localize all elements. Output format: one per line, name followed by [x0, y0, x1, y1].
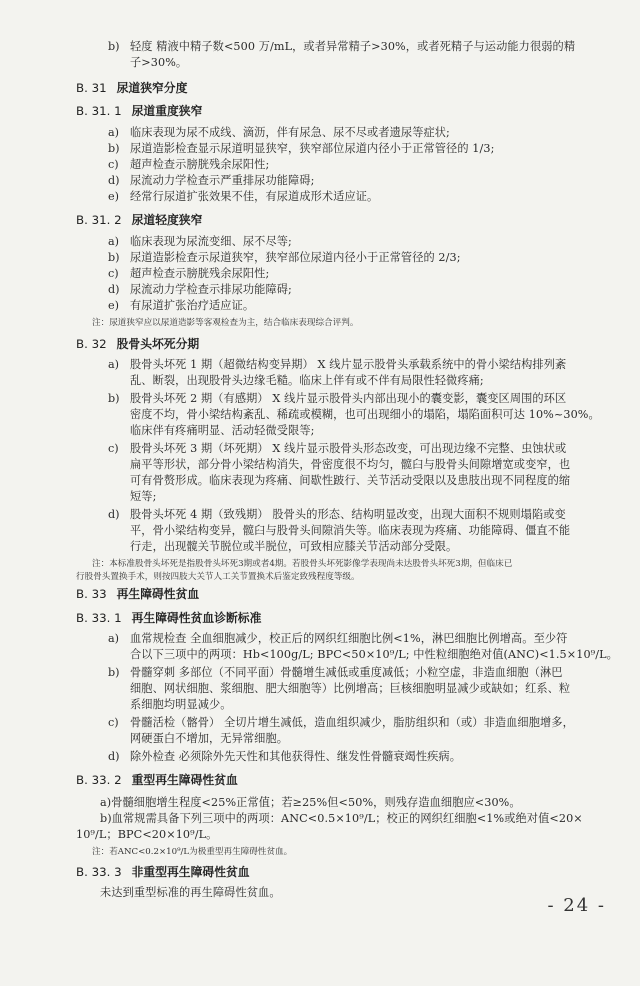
section-title: 尿道重度狭窄	[131, 104, 203, 118]
subsection-heading-b33-2	[76, 772, 238, 788]
section-number: B. 33. 1	[76, 611, 122, 625]
item-mark: d)	[108, 174, 120, 187]
section-heading-b33	[76, 586, 199, 602]
section-number: B. 33. 2	[76, 773, 122, 787]
list-item: 临床表现为尿不成线、滴沥，伴有尿急、尿不尽或者遗尿等症状;	[130, 126, 450, 139]
section-title: 尿道轻度狭窄	[131, 213, 203, 227]
paragraph-line: 股骨头坏死 4 期（致残期） 股骨头的形态、结构明显改变，出现大面积不规则塌陷或变	[130, 508, 566, 521]
item-mark: e)	[108, 299, 119, 312]
item-mark: c)	[108, 158, 119, 171]
paragraph-line: 平，骨小梁结构变异，髋臼与股骨头间隙消失等。临床表现为疼痛、功能障碍、僵直不能	[130, 524, 571, 537]
list-item: 有尿道扩张治疗适应证。	[130, 299, 255, 312]
paragraph-line: 10⁹/L；BPC<20×10⁹/L。	[76, 828, 218, 841]
paragraph-line: 股骨头坏死 3 期（坏死期） X 线片显示股骨头形态改变，可出现边缘不完整、虫蚀状或	[130, 442, 567, 455]
item-mark: c)	[108, 267, 119, 280]
paragraph-line: 未达到重型标准的再生障碍性贫血。	[100, 886, 281, 899]
subsection-heading-b31-1	[76, 103, 202, 119]
paragraph-line: 股骨头坏死 2 期（有感期） X 线片显示股骨头内部出现小的囊变影，囊变区周围的环区	[130, 392, 567, 405]
paragraph-line: 子>30%。	[130, 56, 188, 69]
list-item: 经常行尿道扩张效果不佳，有尿道成形术适应证。	[130, 190, 379, 203]
section-number: B. 31. 1	[76, 104, 122, 118]
section-number: B. 33	[76, 587, 107, 601]
list-item: 超声检查示膀胱残余尿阳性;	[130, 267, 270, 280]
section-number: B. 32	[76, 337, 107, 351]
paragraph-line: 密度不均，骨小梁结构紊乱、稀疏或模糊，也可出现细小的塌陷，塌陷面积可达 10%~30%。	[130, 408, 600, 421]
subsection-heading-b33-1	[76, 610, 261, 626]
section-title: 股骨头坏死分期	[116, 337, 200, 351]
section-heading-b32	[76, 336, 199, 352]
item-mark: b)	[108, 40, 120, 53]
paragraph-line: 可有骨赘形成。临床表现为疼痛、间歇性跛行、关节活动受限以及患肢出现不同程度的缩	[130, 474, 571, 487]
item-mark: d)	[108, 508, 120, 521]
paragraph-line: 合以下三项中的两项：Hb<100g/L; BPC<50×10⁹/L; 中性粒细胞绝对值(ANC)<1.5×10⁹/L。	[130, 648, 618, 661]
paragraph-line: 临床伴有疼痛明显、活动轻微受限等;	[130, 424, 315, 437]
section-number: B. 31. 2	[76, 213, 122, 227]
paragraph-line: 股骨头坏死 1 期（超微结构变异期） X 线片显示股骨头承载系统中的骨小梁结构排列紊	[130, 358, 567, 371]
section-title: 再生障碍性贫血诊断标准	[131, 611, 262, 625]
item-mark: c)	[108, 442, 119, 455]
subsection-heading-b31-2	[76, 212, 202, 228]
paragraph-line: 系细胞均明显减少。	[130, 698, 232, 711]
item-mark: e)	[108, 190, 119, 203]
note: 行股骨头置换手术，则按四肢大关节人工关节置换术后鉴定致残程度等级。	[76, 572, 360, 582]
note: 注：尿道狭窄应以尿道造影等客观检查为主，结合临床表现综合评判。	[92, 318, 359, 328]
paragraph-line: 骨髓活检（髂骨） 全切片增生减低，造血组织减少，脂肪组织和（或）非造血细胞增多，	[130, 716, 574, 729]
subsection-heading-b33-3	[76, 864, 250, 880]
item-mark: d)	[108, 750, 120, 763]
paragraph-line: 除外检查 必须除外先天性和其他获得性、继发性骨髓衰竭性疾病。	[130, 750, 461, 763]
item-mark: b)	[108, 666, 120, 679]
item-mark: a)	[108, 126, 120, 139]
list-item: 超声检查示膀胱残余尿阳性;	[130, 158, 270, 171]
section-number: B. 33. 3	[76, 865, 122, 879]
item-mark: a)	[108, 632, 120, 645]
paragraph-line: 轻度 精液中精子数<500 万/mL，或者异常精子>30%，或者死精子与运动能力很弱的精	[130, 40, 576, 53]
item-mark: a)	[108, 235, 120, 248]
paragraph-line: 血常规检查 全血细胞减少，校正后的网织红细胞比例<1%，淋巴细胞比例增高。至少符	[130, 632, 568, 645]
paragraph-line: 细胞、网状细胞、浆细胞、肥大细胞等）比例增高；巨核细胞明显减少或缺如；红系、粒	[130, 682, 571, 695]
paragraph-line: b)血常规需具备下列三项中的两项：ANC<0.5×10⁹/L；校正的网织红细胞<1%或绝对值<20×	[100, 812, 583, 825]
list-item: 临床表现为尿流变细、尿不尽等;	[130, 235, 292, 248]
section-number: B. 31	[76, 81, 107, 95]
item-mark: d)	[108, 283, 120, 296]
item-mark: c)	[108, 716, 119, 729]
item-mark: b)	[108, 142, 120, 155]
note: 注：本标准股骨头坏死是指股骨头坏死3期或者4期。若股骨头坏死影像学表现尚未达股骨头坏死3期，但临床已	[92, 559, 513, 569]
paragraph-line: 乱、断裂，出现股骨头边缘毛糙。临床上伴有或不伴有局限性轻微疼痛;	[130, 374, 484, 387]
list-item: 尿流动力学检查示排尿功能障碍;	[130, 283, 292, 296]
page-number: - 24 -	[547, 895, 606, 916]
item-mark: b)	[108, 251, 120, 264]
section-heading-b31	[76, 80, 187, 96]
list-item: 尿道造影检查显示尿道明显狭窄，狭窄部位尿道内径小于正常管径的 1/3;	[130, 142, 495, 155]
section-title: 重型再生障碍性贫血	[131, 773, 238, 787]
section-title: 再生障碍性贫血	[116, 587, 200, 601]
paragraph-line: 网硬蛋白不增加，无异常细胞。	[130, 732, 289, 745]
paragraph-line: 短等;	[130, 490, 157, 503]
section-title: 尿道狭窄分度	[116, 81, 188, 95]
paragraph-line: 骨髓穿刺 多部位（不同平面）骨髓增生减低或重度减低；小粒空虚，非造血细胞（淋巴	[130, 666, 563, 679]
item-mark: b)	[108, 392, 120, 405]
paragraph-line: 行走，出现髋关节脱位或半脱位，可致相应膝关节活动部分受限。	[130, 540, 458, 553]
paragraph-line: 扁平等形状，部分骨小梁结构消失，骨密度很不均匀，髋臼与股骨头间隙增宽或变窄，也	[130, 458, 571, 471]
list-item: 尿道造影检查示尿道狭窄，狭窄部位尿道内径小于正常管径的 2/3;	[130, 251, 461, 264]
paragraph-line: a)骨髓细胞增生程度<25%正常值；若≥25%但<50%，则残存造血细胞应<30%。	[100, 796, 521, 809]
list-item: 尿流动力学检查示严重排尿功能障碍;	[130, 174, 315, 187]
item-mark: a)	[108, 358, 120, 371]
note: 注：若ANC<0.2×10⁹/L为极重型再生障碍性贫血。	[92, 847, 293, 857]
section-title: 非重型再生障碍性贫血	[131, 865, 250, 879]
